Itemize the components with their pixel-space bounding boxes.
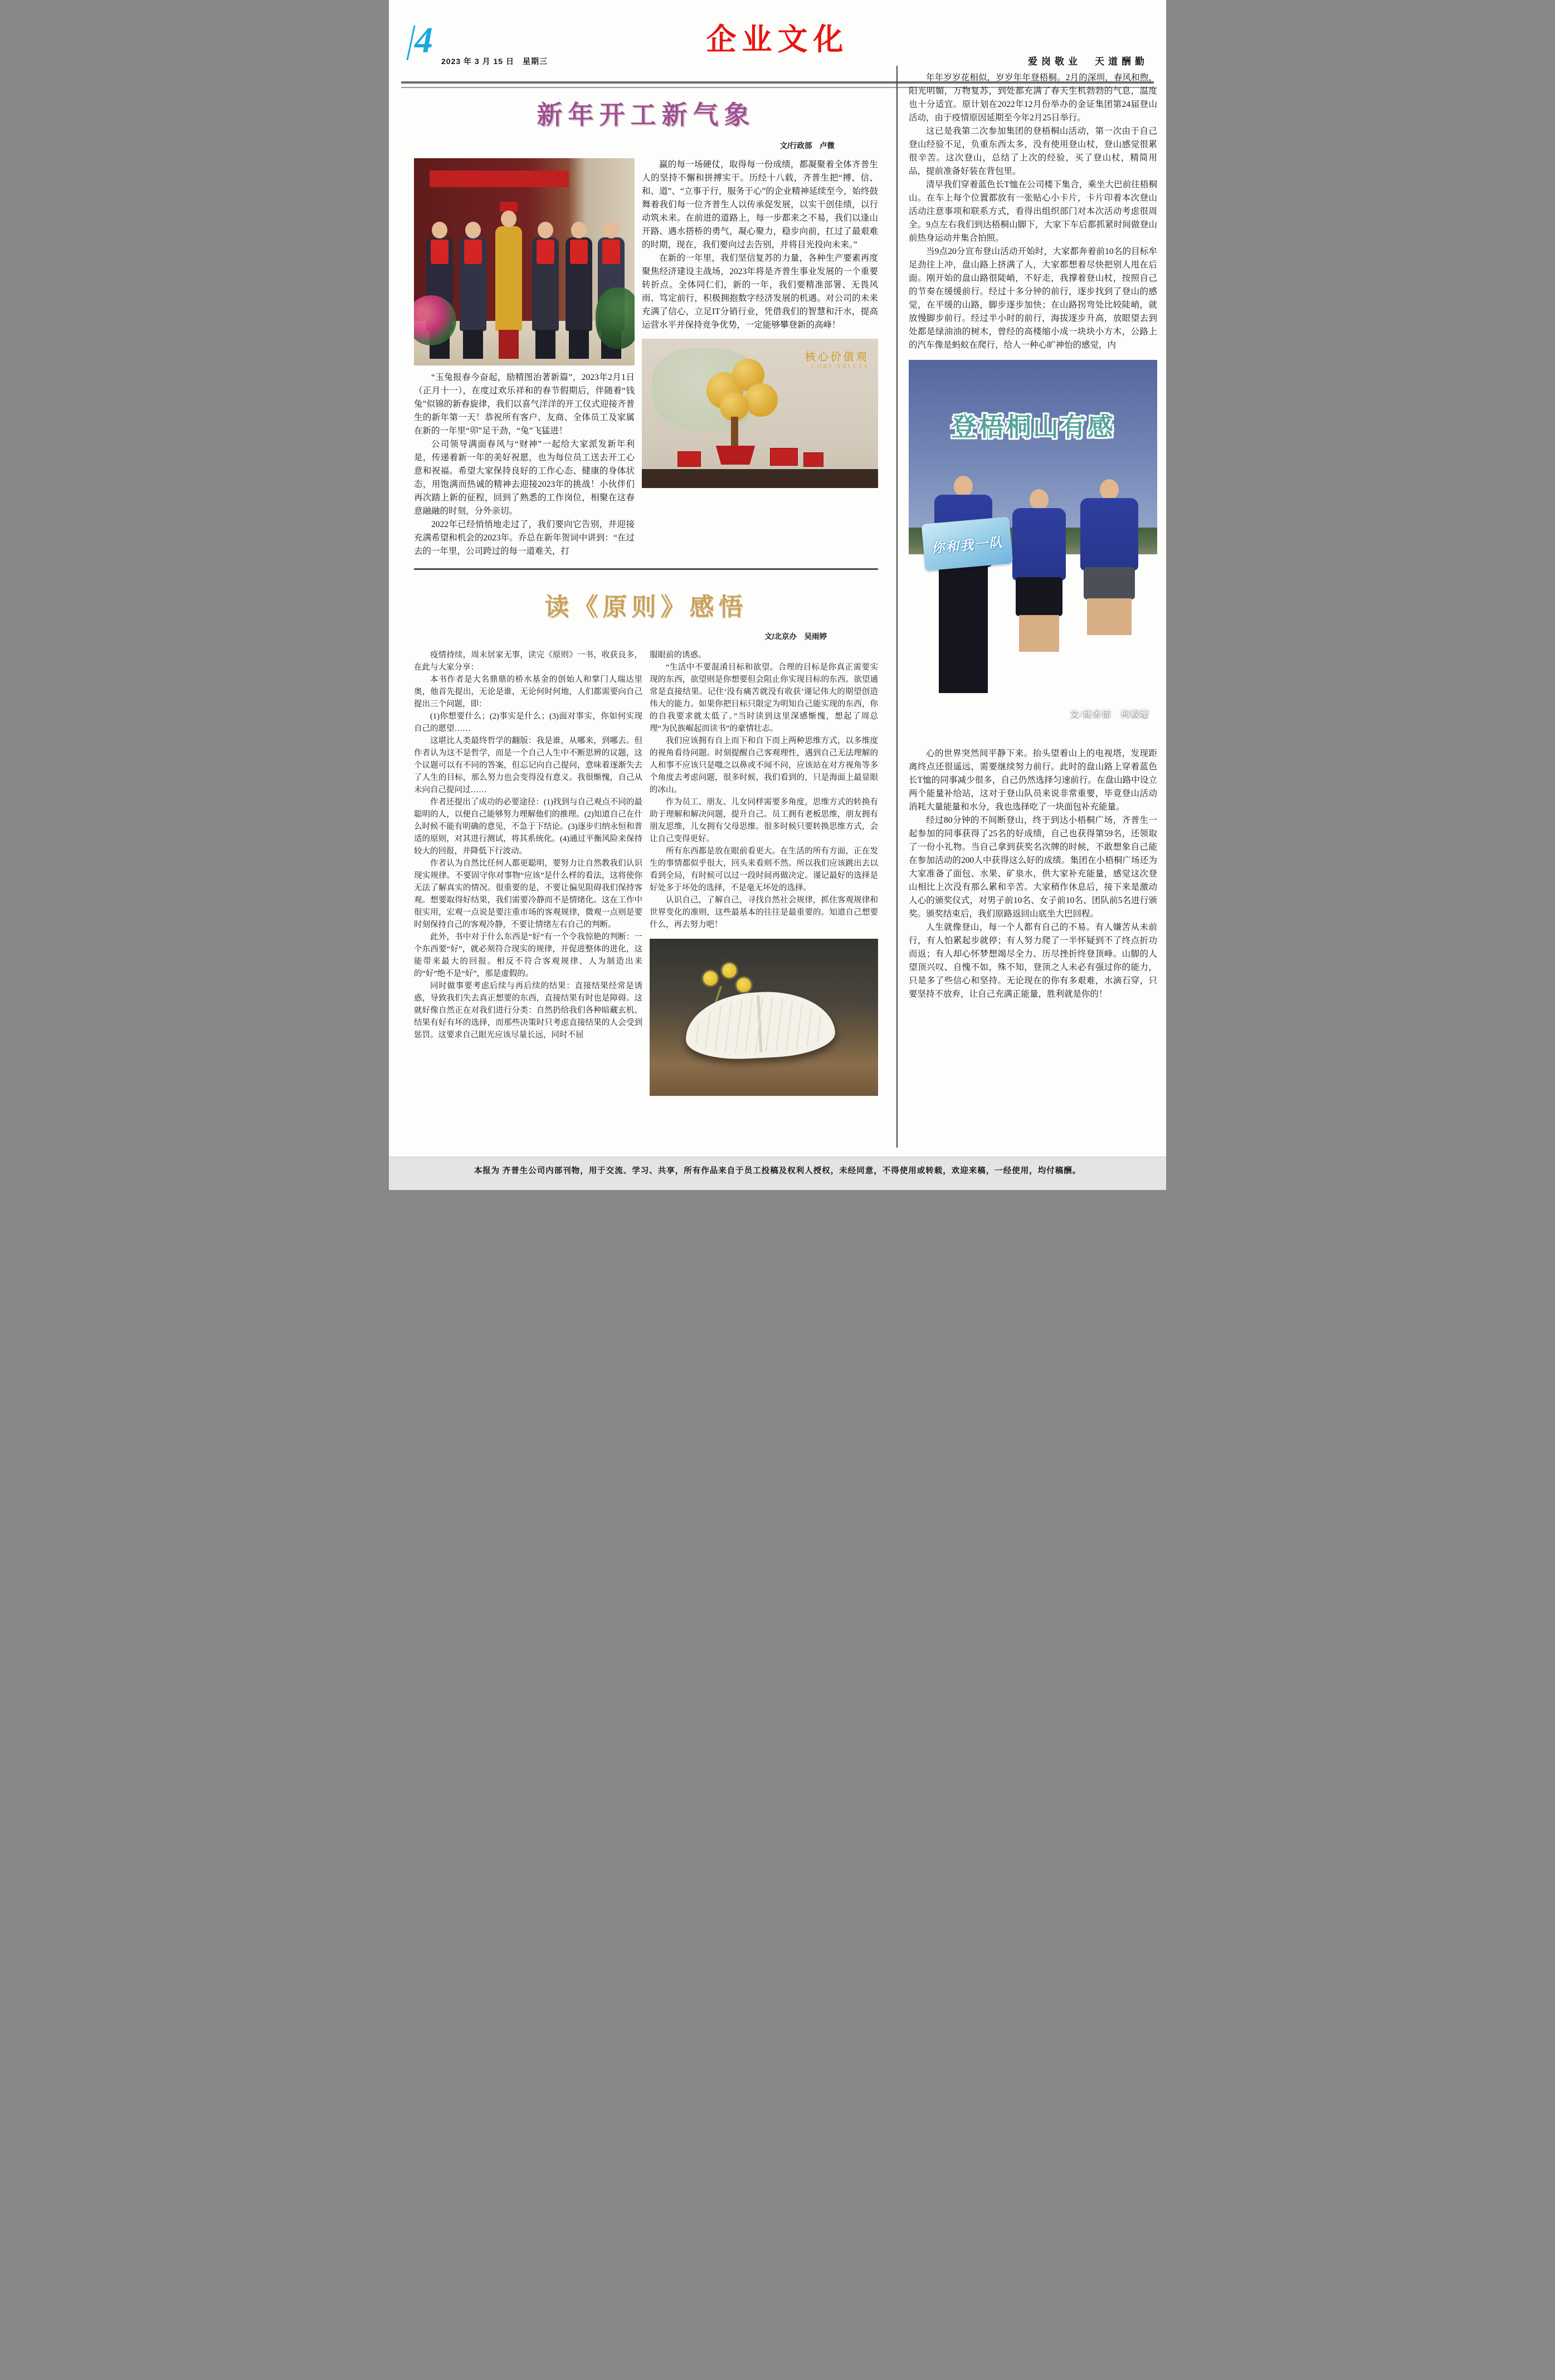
article2-paragraph: 此外，书中对于什么东西是“好”有一个令我惊艳的判断：一个东西要“好”，就必须符合现实的规律，并促进整体的进化，这能带来最大的回报。相反不符合客观规律、人为制造出来的“好”绝不是“好”，那是虚假的。 <box>414 933 642 978</box>
page-header <box>402 12 1153 79</box>
article2-paragraph: (1)你想要什么；(2)事实是什么；(3)面对事实，你如何实现自己的愿望…… <box>414 712 642 733</box>
potted-plant <box>596 287 635 349</box>
person-figure <box>566 237 592 331</box>
money-tree-photo <box>642 339 878 488</box>
yellow-flower <box>737 978 751 992</box>
climber-middle <box>1012 489 1066 712</box>
open-book-photo <box>650 939 878 1096</box>
article3-paragraph: 心的世界突然间平静下来。抬头望着山上的电视塔，发现距离终点还很遥远，需要继续努力前行。此时的盘山路上穿着蓝色长T恤的同事减少很多，自己仍然选择匀速前行。在盘山路中设立两个能量补给站，这对于登山队员来说非常重要，毕竟登山活动消耗大量能量和水分，我也选择吃了一块面包补充能量。 <box>909 749 1157 812</box>
article1-paragraph: 在新的一年里，我们坚信复苏的力量，各种生产要素再度聚焦经济建设主战场，2023年将是齐普生事业发展的一个重要转折点。全体同仁们，新的一年，我们要精准部署、无畏风雨、笃定前行，积极拥抱数字经济发展的机遇。对公司的未来充满了信心，立足IT分销行业，凭借我们的智慧和汗水，提高运营水平并保持竞争优势，一定能够攀登新的高峰！ <box>642 253 878 330</box>
article1-title: 新年开工新气象 <box>537 101 755 129</box>
article3-column <box>909 71 1157 1001</box>
climber-with-sign <box>934 476 992 715</box>
article2-title: 读《原则》感悟 <box>544 593 748 621</box>
article2-paragraph: “生活中不要混淆目标和欲望。合理的目标是你真正需要实现的东西，欲望则是你想要但会阻止你实现目标的东西。欲望通常是直接结果。记住‘没有痛苦就没有收获’谨记伟大的期望创造伟大的能力。如果你把目标只限定为明知自己能实现的东西，你的自我要求就太低了。”当时读到这里深感惭愧，想起了周总理“为民族崛起而读书”的豪情壮志。 <box>650 663 878 733</box>
climber-thumbs-up <box>1080 479 1138 719</box>
golden-tree-canopy <box>695 358 779 425</box>
page-number: 4 <box>415 20 433 61</box>
article3-paragraph: 人生就像登山，每一个人都有自己的不易。有人嫌苦从未前行，有人怕累起步就停；有人努力爬了一半怀疑到不了终点折功而返；有人却心怀梦想竭尽全力、历尽挫折终登顶峰。山脚的人望顶兴叹、自愧不如，殊不知，登顶之人未必有强过你的能力，只是多了些信心和坚持。无论现在的你有多艰难，水滴石穿，只要坚持不放弃，让自己充满正能量，胜利就是你的！ <box>909 923 1157 999</box>
person-figure <box>532 237 559 331</box>
left-zone <box>414 95 878 1096</box>
article3-paragraph: 当9点20分宣布登山活动开始时，大家都奔着前10名的目标牟足劲往上冲，盘山路上挤满了人，大家都想着尽快把别人甩在后面。刚开始的盘山路很陡峭，不好走，我撑着登山杖，按照自己的节奏在缓缓前行。经过十多分钟的前行，逐步找到了登山的感觉，在平缓的山路，脚步逐步加快；在山路拐弯处比较陡峭，就放慢脚步前行。经过半小时的前行，海拔逐步升高，放眼望去到处都是绿油油的树木，曾经的高楼缩小成一块块小方木，公路上的汽车像是蚂蚁在爬行，给人一种心旷神怡的感觉，内 <box>909 247 1157 350</box>
article2-paragraph: 本书作者是大名鼎鼎的桥水基金的创始人和掌门人瑞达里奥，他首先提出，无论是谁，无论何时何地，人们都需要向自己提出三个问题，即： <box>414 675 642 709</box>
article2-columns <box>414 649 878 1096</box>
article1-paragraph: 赢的每一场硬仗，取得每一份成绩，都凝聚着全体齐普生人的坚持不懈和拼搏实干。历经十八载，齐普生把“搏、信、和、道”、“立事于行，服务于心”的企业精神延续至今，始终鼓舞着我们每一位齐普生人以传承促发展，以实干创佳绩，以行动筑未来。在前进的道路上，每一步都来之不易，我们以逢山开路、遇水搭桥的勇气，凝心聚力，稳步向前，扛过了最艰难的时期，现在，我们要向过去告别，并将目光投向未来。” <box>642 160 878 250</box>
article2-column-2 <box>650 649 878 1096</box>
god-of-wealth-figure <box>495 226 522 331</box>
article2-paragraph: 我们应该拥有自上而下和自下而上两种思维方式，以多维度的视角看待问题。时刻提醒自己客观理性，遇到自己无法理解的人和事不应该只是嗤之以鼻或不闻不问，应该站在对方视角等多个角度去考虑问题，很多时候，我们看到的，只是海面上最显眼的冰山。 <box>650 737 878 794</box>
article2-paragraph: 作为员工、朋友、儿女同样需要多角度，思维方式的转换有助于理解和解决问题，提升自己。员工拥有老板思维，朋友拥有朋友思维，儿女拥有父母思维。很多时候只要转换思维方式，会让自己变得更好。 <box>650 798 878 843</box>
article2-paragraph: 疫情持续，周末居家无事，读完《原则》一书，收获良多，在此与大家分享： <box>414 651 642 672</box>
article2-column-1 <box>414 649 642 1096</box>
newspaper-page <box>389 0 1166 1190</box>
article1-paragraph: 2022年已经悄悄地走过了，我们要向它告别，并迎接充满希望和机会的2023年。乔总在新年贺词中讲到：“在过去的一年里，公司跨过的每一道难关，打 <box>414 520 635 556</box>
article1-byline: 文/行政部 卢微 <box>779 142 835 150</box>
core-values-label <box>805 349 869 370</box>
article2-paragraph: 作者还提出了成功的必要途径：(1)找到与自己观点不同的最聪明的人，以便自己能够努力理解他们的推理。(2)知道自己在什么时候不能有明确的意见，不急于下结论。(3)逐步归纳永恒和普适的原则，对其进行测试，将其系统化。(4)通过平衡风险来保持较大的回报，并降低下行波动。 <box>414 798 642 856</box>
team-sign <box>922 516 1013 570</box>
yellow-flower <box>703 971 718 986</box>
red-banner <box>430 170 569 187</box>
red-gift-box <box>770 448 798 466</box>
article1-paragraph: 公司领导满面春风与“财神”一起给大家派发新年利是，传递着新一年的美好祝愿，也为每位员工送去开工心意和祝福。希望大家保持良好的工作心态、健康的身体状态，用饱满而热诚的精神去迎接2023年的挑战！小伙伴们再次踏上新的征程，回到了熟悉的工作岗位，相聚在这春意融融的时刻，分外亲切。 <box>414 440 635 516</box>
open-book <box>684 988 836 1062</box>
article1-column-1 <box>414 158 635 558</box>
article-divider-rule <box>414 568 878 570</box>
red-pot <box>713 446 758 465</box>
article2-paragraph: 这堪比人类最终哲学的翻版：我是谁，从哪来，到哪去。但作者认为这不是哲学，而是一个自己人生中不断思辨的议题，这个议题可以有不同的答案，但忘记向自己提问，意味着逐渐失去了人生的目标，那么努力也会变得没有意义。我很惭愧，自己从未向自己提问过…… <box>414 737 642 794</box>
team-sign-text: 你和我一队 <box>930 535 1005 557</box>
tree-trunk <box>731 417 738 449</box>
table-edge <box>642 469 878 488</box>
photo-caption: 文/商务部 柯载珊 <box>1070 710 1149 719</box>
issue-date: 2023 年 3 月 15 日 星期三 <box>441 57 548 66</box>
column-divider-vertical <box>896 66 898 1148</box>
core-values-text: 核心价值观 <box>805 352 869 363</box>
article3-paragraph: 清早我们穿着蓝色长T恤在公司楼下集合，乘坐大巴前往梧桐山。在车上每个位置都放有一张贴心小卡片，卡片印着本次登山活动注意事项和联系方式，看得出组织部门对本次活动考虑很周全。9点左右我们到达梧桐山脚下，大家下车后都抓紧时间做登山前热身运动并集合拍照。 <box>909 180 1157 243</box>
header-slogan: 爱岗敬业 天道酬勤 <box>1028 56 1148 67</box>
article1-columns <box>414 158 878 558</box>
article2-paragraph: 认识自己，了解自己，寻找自然社会规律，抓住客观规律和世界变化的准则，这些最基本的往往是最重要的。知道自己想要什么，再去努力吧！ <box>650 896 878 929</box>
person-figure <box>460 237 486 331</box>
article1-column-2 <box>642 158 878 558</box>
article3-title-overlay: 登梧桐山有感 <box>951 413 1115 441</box>
article1-paragraph: “玉兔报春今奋起，励精图治著新篇”，2023年2月1日（正月十一），在度过欢乐祥和的春节假期后，伴随着“钱兔”似锦的新春旋律，我们以喜气洋洋的开工仪式迎接齐普生的新年第一天！恭祝所有客户、友商、全体员工及家属在新的一年里“卯”足干劲，“兔”飞猛进！ <box>414 373 635 436</box>
article2-paragraph: 同时做事要考虑后续与再后续的结果：直接结果经常是诱惑，导致我们失去真正想要的东西，直接结果有时也是障碍。这就好像自然正在对我们进行分类：自然扔给我们各种暗藏玄机、结果有好有坏的选择，而那些决策时只考虑直接结果的人会受到惩罚。这要求自己眼光应该尽量长远，同时不屈 <box>414 982 642 1040</box>
core-values-subtext: CORE VALUES <box>811 364 869 370</box>
section-title: 企业文化 <box>706 23 849 56</box>
article2-byline: 文/北京办 吴雨婷 <box>764 632 827 641</box>
article2-paragraph: 所有东西都是放在眼前看更大。在生活的所有方面，正在发生的事情都似乎很大，回头来看则不然。所以我们应该跳出去以看到全局，有时候可以过一段时间再做决定。谨记最好的选择是好处多于坏处的选择，不是毫无坏处的选择。 <box>650 847 878 892</box>
article3-paragraph: 这已是我第二次参加集团的登梧桐山活动，第一次由于自己登山经验不足，负重东西太多，没有使用登山杖，登山感觉很累很辛苦。这次登山，总结了上次的经验，买了登山杖，精简用品，提前准备好装在背包里。 <box>909 126 1157 176</box>
red-gift-box <box>803 452 823 467</box>
yellow-flower <box>722 963 737 978</box>
footer-notice: 本报为 齐普生公司内部刊物，用于交流、学习、共享，所有作品来自于员工投稿及权利人授权，未经同意，不得使用或转载，欢迎来稿，一经使用，均付稿酬。 <box>389 1157 1166 1190</box>
mountain-climb-photo <box>909 360 1157 742</box>
opening-ceremony-photo <box>414 158 635 365</box>
article2-paragraph: 服眼前的诱惑。 <box>650 651 706 660</box>
red-gift-box <box>677 451 701 467</box>
article3-paragraph: 经过80分钟的不间断登山，终于到达小梧桐广场，齐普生一起参加的同事获得了25名的好成绩，自己也获得第59名，还领取了一份小礼物。当自己拿到获奖名次牌的时候，不敢想象自己能在参加活动的200人中获得这么好的成绩。集团在小梧桐广场还为大家准备了面包、水果、矿泉水，供大家补充能量，感觉这次登山相比上次没有那么累和辛苦。大家稍作休息后，接下来是激动人心的颁奖仪式，对男子前10名、女子前10名、团队前5名进行颁奖。颁奖结束后，我们原路返回山底坐大巴回程。 <box>909 816 1157 919</box>
article3-paragraph: 年年岁岁花相似，岁岁年年登梧桐。2月的深圳，春风和煦，阳光明媚，万物复苏，到处都充满了春天生机勃勃的气息，温度也十分适宜。原计划在2022年12月份举办的金证集团第24届登山活动，由于疫情原因延期至今年2月25日举行。 <box>909 73 1157 123</box>
article2-paragraph: 作者认为自然比任何人都更聪明，要努力让自然教我们认识现实规律。不要固守你对事物“应该”是什么样的看法，这将使你无法了解真实的情况。很重要的是，不要让偏见阻碍我们保持客观。想要取得好结果，我们需要冷静而不是情绪化。这在工作中很实用，宏观一点说是要注重市场的客观规律，微观一点则是要时刻保持自己的客观冷静，不要让情绪左右自己的判断。 <box>414 859 642 929</box>
